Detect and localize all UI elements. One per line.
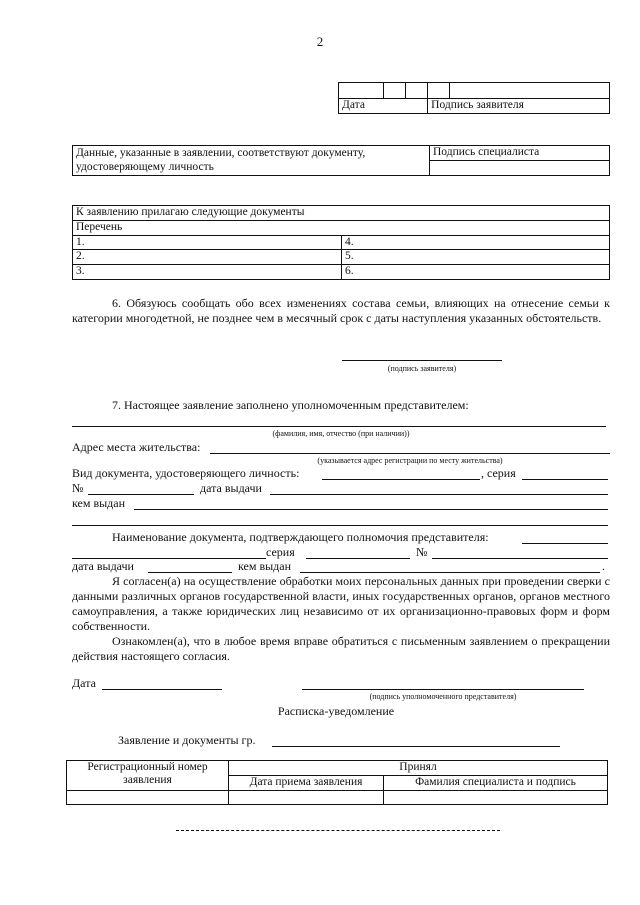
accepted-header: Принял (229, 761, 608, 776)
blank-line (72, 525, 608, 526)
address-label: Адрес места жительства: (72, 440, 201, 454)
verification-box (72, 145, 610, 176)
sign-date-line (102, 689, 222, 690)
attached-documents-table (72, 205, 610, 280)
receipt-title: Расписка-уведомление (277, 704, 395, 718)
cut-line (176, 830, 500, 831)
reg-number-header: Регистрационный номер заявления (67, 761, 229, 791)
id-number-label: № (72, 481, 84, 495)
verification-text: Данные, указанные в заявлении, соответствуют документу, удостоверяющему личность (73, 146, 430, 176)
docs-row-left: 2. (73, 250, 342, 265)
receipt-table (66, 760, 608, 805)
item6-text: 6. Обязуюсь сообщать обо всех изменениях состава семьи, влияющих на отнесение семьи к категории многодетной, не позднее чем в месячный срок с даты наступления указанных обстоятельств. (72, 296, 610, 325)
docs-row-right: 5. (342, 250, 610, 265)
address-caption: (указывается адрес регистрации по месту жительства) (317, 456, 503, 465)
applicant-signature-caption: (подпись заявителя) (387, 364, 457, 373)
page-number: 2 (316, 34, 324, 49)
authority-issue-date-line (148, 572, 232, 573)
date-column-header: Дата приема заявления (229, 775, 384, 790)
consent-paragraph: Я согласен(а) на осуществление обработки моих персональных данных при проведении сверки с данными различных органов государственной власти, иных государственных органов, органов местного самоуправления, а также юридических лиц независимо от их организационно-правовых форм и форм собственности. (72, 574, 610, 633)
docs-list-label: Перечень (73, 220, 610, 235)
authority-issued-by-label: кем выдан (238, 559, 292, 573)
item7-title: 7. Настоящее заявление заполнено уполномоченным представителем: (112, 398, 469, 412)
docs-row-left: 1. (73, 235, 342, 250)
applicant-signature-line (342, 360, 502, 361)
sign-date-label: Дата (72, 676, 96, 690)
date-signature-box (338, 82, 610, 114)
authority-number-label: № (416, 545, 428, 559)
id-issued-by-line (134, 509, 608, 510)
authority-dot: . (602, 559, 605, 573)
authority-title-line (522, 543, 608, 544)
docs-header: К заявлению прилагаю следующие документы (73, 206, 610, 221)
representative-signature-line (302, 689, 584, 690)
address-line (210, 453, 610, 454)
specialist-signature-label: Подпись специалиста (430, 146, 610, 161)
authority-number-line (432, 558, 608, 559)
id-doc-line (322, 479, 480, 480)
specialist-column-header: Фамилия специалиста и подпись (384, 775, 608, 790)
docs-row-right: 6. (342, 265, 610, 280)
authority-series-label: серия (266, 545, 295, 559)
representative-signature-caption: (подпись уполномоченного представителя) (369, 692, 517, 701)
receipt-docs-line (272, 746, 560, 747)
authority-series-line (306, 558, 410, 559)
date-label: Дата (339, 99, 428, 114)
fio-line (72, 426, 606, 427)
authority-issue-date-label: дата выдачи (72, 559, 134, 573)
id-series-line (522, 479, 608, 480)
receipt-docs-label: Заявление и документы гр. (118, 733, 256, 747)
authority-title: Наименование документа, подтверждающего полномочия представителя: (112, 530, 489, 544)
id-doc-label: Вид документа, удостоверяющего личность: (72, 466, 300, 480)
applicant-signature-label: Подпись заявителя (428, 99, 610, 114)
id-issue-date-label: дата выдачи (200, 481, 262, 495)
fio-caption: (фамилия, имя, отчество (при наличии)) (272, 429, 410, 438)
id-issue-date-line (270, 494, 608, 495)
docs-row-right: 4. (342, 235, 610, 250)
id-series-label: , серия (481, 466, 516, 480)
authority-issued-by-line (300, 572, 600, 573)
id-issued-by-label: кем выдан (72, 496, 126, 510)
id-number-line (88, 494, 194, 495)
acknowledgement-paragraph: Ознакомлен(а), что в любое время вправе обратиться с письменным заявлением о прекращении действия настоящего согласия. (72, 634, 610, 663)
docs-row-left: 3. (73, 265, 342, 280)
